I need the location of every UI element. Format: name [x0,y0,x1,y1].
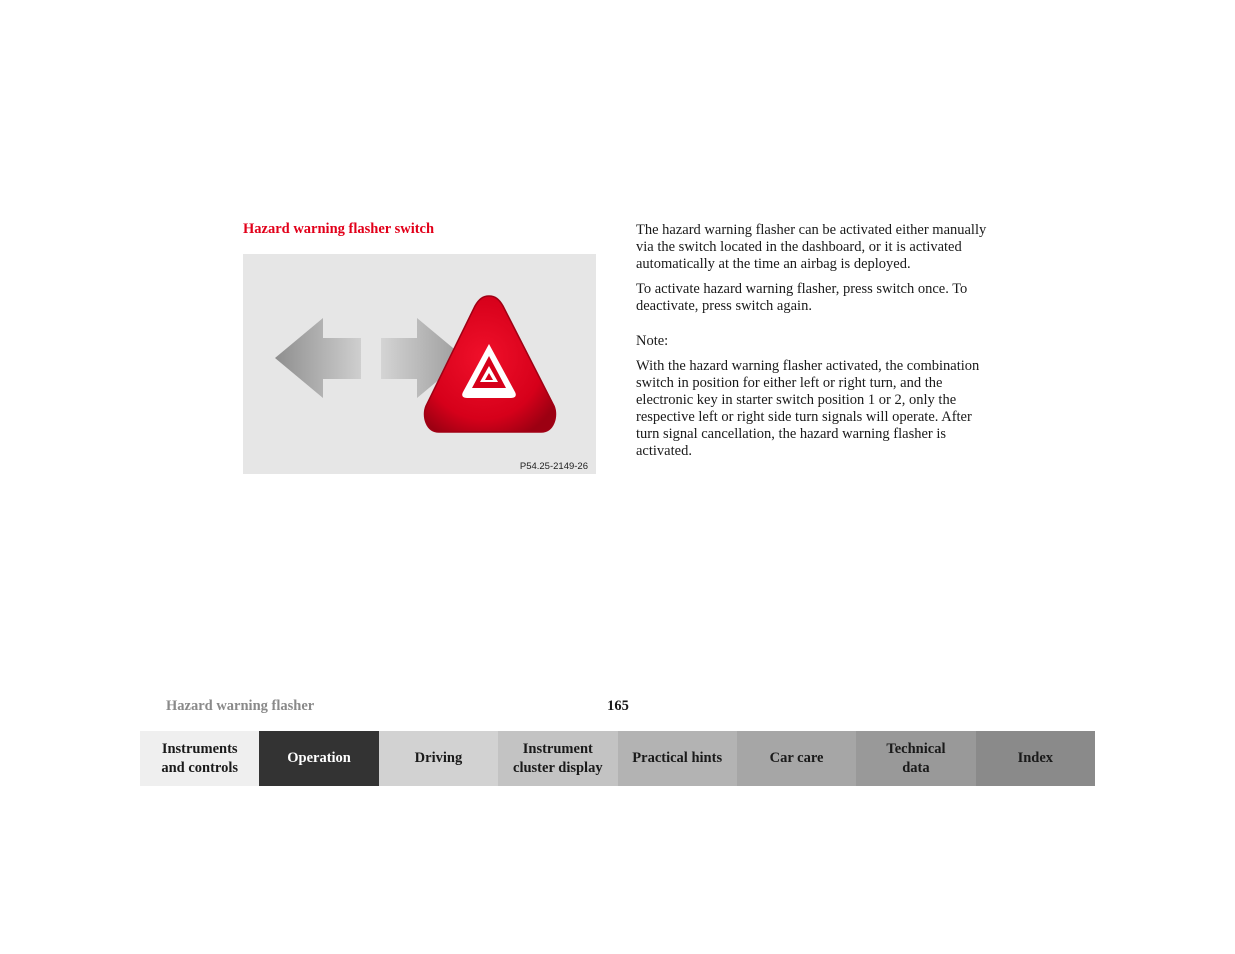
hazard-switch-graphic [243,254,596,474]
tab-operation[interactable]: Operation [259,731,378,786]
body-text [636,222,992,468]
tab-instruments-and-controls[interactable]: Instruments and controls [140,731,259,786]
hazard-switch-illustration [243,254,596,474]
section-title: Hazard warning flasher switch [243,221,435,237]
tab-car-care[interactable]: Car care [737,731,856,786]
chapter-nav [140,731,1095,786]
note-label: Note: [636,333,669,349]
tab-practical-hints[interactable]: Practical hints [618,731,737,786]
tab-instrument-cluster-display[interactable]: Instrument cluster display [498,731,617,786]
footer-section-title: Hazard warning flasher [166,698,315,714]
note-text: With the hazard warning flasher activated, the combination switch in position for either left or right turn, and the electronic key in starter switch position 1 or 2, only the respective left or right side turn signals will operate. After turn signal cancellation, the hazard warning flasher is activated. [636,358,980,459]
page-number: 165 [607,698,629,714]
tab-technical-data[interactable]: Technical data [856,731,975,786]
paragraph: The hazard warning flasher can be activated either manually via the switch located in the dashboard, or it is activated automatically at the time an airbag is deployed. [636,222,987,272]
tab-index[interactable]: Index [976,731,1095,786]
paragraph: To activate hazard warning flasher, press switch once. To deactivate, press switch again. [636,281,968,314]
turn-left-arrow-icon [275,318,361,398]
figure-code: P54.25-2149-26 [519,461,588,472]
tab-driving[interactable]: Driving [379,731,498,786]
